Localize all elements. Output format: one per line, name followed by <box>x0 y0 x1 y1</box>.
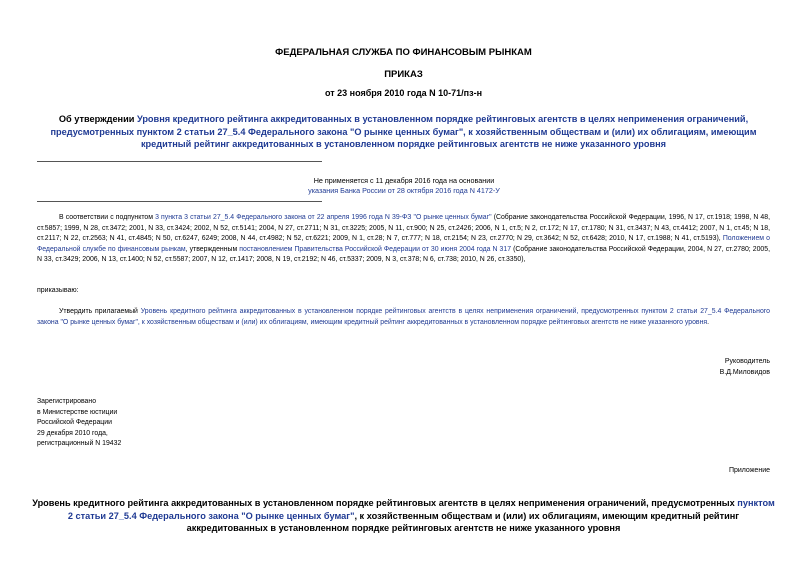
approve-text-2: . <box>707 318 710 326</box>
registration-line: 29 декабря 2010 года, <box>37 429 108 437</box>
regulation-link[interactable]: Положением о Федеральной службе по финансовым рынкам <box>37 235 771 253</box>
approve-link[interactable]: Уровень кредитного рейтинга аккредитованных в установленном порядке рейтинговых агентств в целях неприменения ограничений, предусмотренных пунктом 2 статьи 27_5.4 Федерального закона "О рынке ценных бумаг", к хозяйственным обществам и (или) их облигациям, имеющим кредитный рейтинг аккредитованных в установленном порядке рейтинговых агентств не ниже указанного уровня <box>37 308 770 326</box>
registration-line: Зарегистрировано <box>37 398 97 405</box>
approve-paragraph <box>37 307 770 328</box>
appendix-label: Приложение <box>728 467 770 474</box>
appendix-title-link[interactable]: пунктом 2 статьи 27_5.4 Федерального закона "О рынке ценных бумаг" <box>67 498 775 521</box>
registration-block <box>37 397 121 450</box>
document-title <box>35 113 772 151</box>
registration-line: Российской Федерации <box>37 419 112 426</box>
main-text-1: В соответствии с подпунктом <box>59 214 156 221</box>
order-word: приказываю: <box>37 287 79 294</box>
notice-link[interactable]: указания Банка России от 28 октября 2016 года N 4172-У <box>308 186 500 195</box>
main-text-4: (Собрание законодательства Российской Федерации, 2004, N 27, ст.2780; 2005, N 33, ст.3429; 2006, N 13, ст.1400; N 52, ст.5587; 2007, N 12, ст.1417; 2008, N 19, ст.2192; N 46, ст.5337; 2009, N 3, ст.378; N 6, ст.738; 2010, N 26, ст.3350), <box>37 245 770 263</box>
signature-role: Руководитель <box>724 358 770 365</box>
approve-text-1: Утвердить прилагаемый <box>59 308 141 315</box>
resolution-link[interactable]: постановлением Правительства Российской Федерации от 30 июня 2004 года N 317 <box>239 245 512 253</box>
law-link[interactable]: 3 пункта 3 статьи 27_5.4 Федерального закона от 22 апреля 1996 года N 39-ФЗ "О рынке ценных бумаг" <box>155 214 492 221</box>
doc-date-number: от 23 ноября 2010 года N 10-71/пз-н <box>324 88 483 98</box>
agency-heading: ФЕДЕРАЛЬНАЯ СЛУЖБА ПО ФИНАНСОВЫМ РЫНКАМ <box>275 47 532 58</box>
appendix-title-text-1: Уровень кредитного рейтинга аккредитованных в установленном порядке рейтинговых агентств в целях неприменения ограничений, предусмотренных <box>32 498 738 508</box>
title-prefix: Об утверждении <box>58 114 137 124</box>
signature-name: В.Д.Миловидов <box>719 368 770 376</box>
registration-line: регистрационный N 19432 <box>37 440 122 447</box>
registration-line: в Министерстве юстиции <box>37 408 118 416</box>
signature-block <box>720 357 770 378</box>
divider-bottom <box>37 201 322 202</box>
doc-type-heading: ПРИКАЗ <box>384 69 423 80</box>
notice-link-line <box>160 186 648 195</box>
appendix-title-text-2: , к хозяйственным обществам и (или) их облигациям, имеющим кредитный рейтинг аккредитованных в установленном порядке рейтинговых агентств не ниже указанного уровня <box>186 510 740 533</box>
divider-top <box>37 161 322 162</box>
main-paragraph <box>37 213 770 266</box>
title-link[interactable]: Уровня кредитного рейтинга аккредитованных в установленном порядке рейтинговых агентств в целях неприменения ограничений, предусмотренных пунктом 2 статьи 27_5.4 Федерального закона "О рынке ценных бумаг", к хозяйственным обществам и (или) их облигациям, имеющим кредитный рейтинг аккредитованных в установленном порядке рейтинговых агентств не ниже указанного уровня <box>50 114 757 149</box>
appendix-title <box>30 497 777 535</box>
main-text-3: , утвержденным <box>185 245 240 253</box>
notice-line: Не применяется с 11 декабря 2016 года на основании <box>313 176 495 185</box>
main-text-2: (Собрание законодательства Российской Федерации, 1996, N 17, ст.1918; 1998, N 48, ст.5857; 1999, N 28, ст.3472; 2001, N 33, ст.3424; 2002, N 52, ст.5141; 2004, N 27, ст.2711; N 31, ст.3225; 2005, N 11, ст.900; N 25, ст.2426; 2006, N 1, ст.5; N 2, ст.172; N 17, ст.1780; N 31, ст.3437; N 43, ст.4412; 2007, N 1, ст.45; N 18, ст.2117; N 22, ст.2563; N 41, ст.4845; N 50, ст.6247, 6249; 2008, N 44, ст.4982; N 52, ст.6221; 2009, N 1, ст.28; N 7, ст.777; N 18, ст.2154; N 23, ст.2770; N 29, ст.3642; N 52, ст.6428; 2010, N 17, ст.1988; N 41, ст.5193), <box>37 214 770 242</box>
